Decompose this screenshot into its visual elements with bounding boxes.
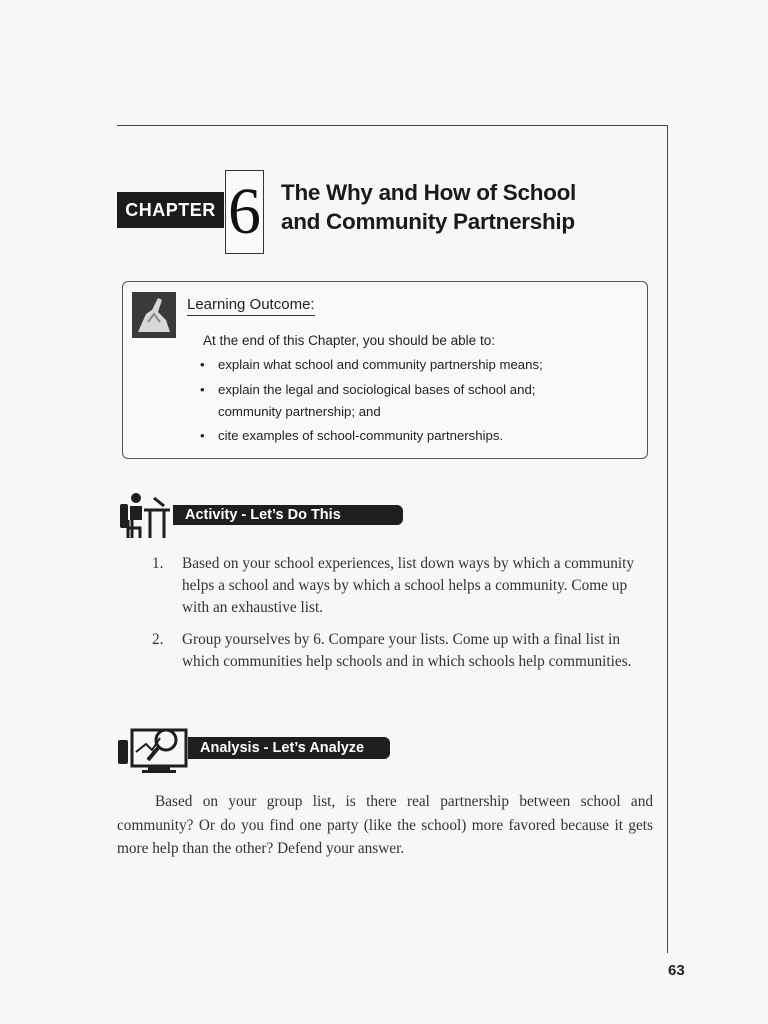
learning-outcome-icon — [132, 292, 176, 338]
analysis-banner: Analysis - Let’s Analyze — [188, 737, 390, 759]
activity-item — [152, 629, 652, 695]
chapter-title — [281, 178, 621, 236]
chapter-label: CHAPTER — [117, 192, 224, 228]
activity-banner: Activity - Let’s Do This — [173, 505, 403, 525]
analysis-paragraph: Based on your group list, is there real partnership between school and community? Or do you find one party (like the school) more favored because it gets more help than the other? Defend your answer. — [117, 793, 653, 857]
chapter-title-line-2: and Community Partnership — [281, 209, 575, 234]
activity-item — [152, 553, 652, 619]
activity-item-text: Based on your school experiences, list down ways by which a community helps a school and ways by which a school helps a community. Come up with an exhaustive list. — [182, 555, 635, 616]
right-rule — [667, 125, 668, 953]
outcome-item: • explain what school and community partnership means; — [200, 355, 543, 375]
chapter-title-line-1: The Why and How of School — [281, 180, 576, 205]
bullet: • — [200, 428, 205, 443]
activity-icon — [120, 490, 172, 540]
bullet: • — [200, 382, 205, 397]
outcome-item: • explain the legal and sociological bases of school and; — [200, 380, 535, 400]
activity-item-number: 2. — [152, 631, 164, 648]
page-number: 63 — [668, 962, 685, 979]
activity-item-number: 1. — [152, 555, 164, 572]
bullet: • — [200, 357, 205, 372]
outcome-item-continuation: community partnership; and — [218, 404, 381, 419]
learning-outcome-intro: At the end of this Chapter, you should be able to: — [203, 333, 495, 348]
top-rule — [117, 125, 668, 126]
chapter-number: 6 — [225, 170, 264, 254]
outcome-item: • cite examples of school-community partnerships. — [200, 426, 503, 446]
analysis-icon — [118, 722, 190, 776]
learning-outcome-heading: Learning Outcome: — [187, 296, 315, 316]
activity-item-text: Group yourselves by 6. Compare your lists. Come up with a final list in which communities help schools and in which schools help communities. — [182, 631, 632, 670]
